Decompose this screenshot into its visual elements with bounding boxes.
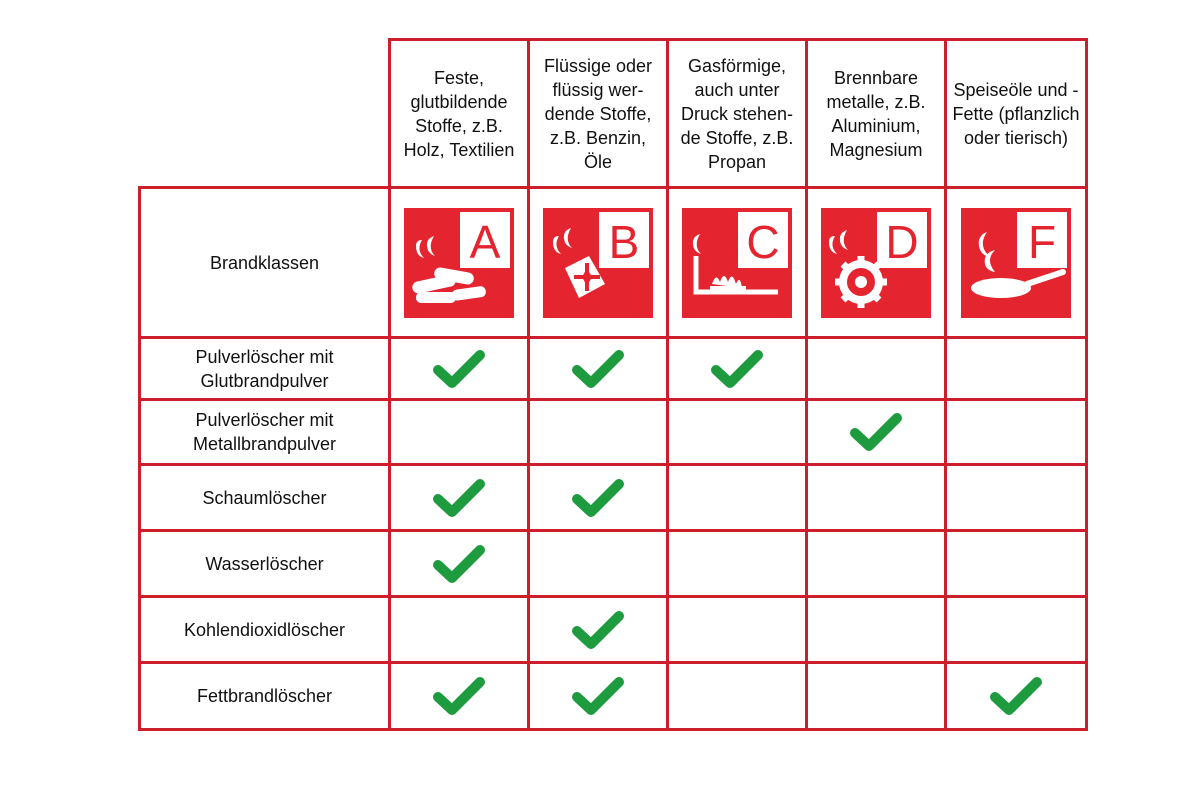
suitability-cell	[388, 336, 530, 401]
fire-class-c-sign	[682, 208, 792, 318]
suitability-cell	[527, 529, 669, 598]
column-header	[388, 38, 530, 189]
suitability-cell	[944, 463, 1088, 532]
suitability-cell	[666, 529, 808, 598]
suitability-cell	[944, 529, 1088, 598]
fire-class-a-sign	[404, 208, 514, 318]
fire-class-b-sign	[543, 208, 653, 318]
row-header-label: Schaumlöscher	[202, 487, 327, 508]
suitability-cell	[527, 398, 669, 466]
brandklassen-row-header	[138, 186, 391, 339]
checkmark-icon	[572, 675, 624, 717]
suitability-cell	[527, 661, 669, 731]
extinguisher-row-header	[138, 398, 391, 466]
extinguisher-row-header	[138, 661, 391, 731]
extinguisher-row-header	[138, 463, 391, 532]
suitability-cell	[805, 661, 947, 731]
suitability-cell	[666, 398, 808, 466]
suitability-cell	[666, 336, 808, 401]
class-letter: B	[608, 215, 640, 268]
row-header-label: Wasserlöscher	[205, 553, 324, 574]
column-header-label: Gasförmige, auch unter Druck stehen-de Stoffe, z.B. Propan	[680, 55, 794, 172]
suitability-cell	[944, 661, 1088, 731]
fire-class-sign-cell	[944, 186, 1088, 339]
row-header-label: Kohlendioxidlöscher	[183, 619, 346, 640]
suitability-cell	[527, 595, 669, 664]
class-letter: F	[1027, 215, 1057, 268]
fire-class-d-sign	[821, 208, 931, 318]
checkmark-icon	[433, 477, 485, 519]
class-letter: A	[469, 215, 501, 268]
suitability-cell	[388, 398, 530, 466]
column-header-label: Speiseöle und -Fette (pflanzlich oder tierisch)	[952, 79, 1080, 148]
checkmark-icon	[433, 675, 485, 717]
checkmark-icon	[572, 348, 624, 390]
checkmark-icon	[572, 609, 624, 651]
extinguisher-row-header	[138, 595, 391, 664]
extinguisher-row-header	[138, 336, 391, 401]
suitability-cell	[666, 463, 808, 532]
checkmark-icon	[572, 477, 624, 519]
extinguisher-row-header	[138, 529, 391, 598]
row-header-label: Brandklassen	[209, 252, 320, 273]
column-header-label: Brennbare metalle, z.B. Aluminium, Magnesium	[826, 67, 926, 160]
class-letter: D	[885, 215, 919, 268]
suitability-cell	[666, 661, 808, 731]
column-header	[944, 38, 1088, 189]
checkmark-icon	[711, 348, 763, 390]
row-header-label: Fettbrandlöscher	[196, 686, 333, 706]
suitability-cell	[388, 463, 530, 532]
row-header-label: Pulverlöscher mit Glutbrandpulver	[195, 346, 334, 391]
suitability-cell	[527, 336, 669, 401]
class-letter: C	[746, 215, 780, 268]
column-header	[527, 38, 669, 189]
fire-class-f-sign	[961, 208, 1071, 318]
checkmark-icon	[850, 411, 902, 453]
suitability-cell	[388, 661, 530, 731]
column-header	[666, 38, 808, 189]
fire-class-sign-cell	[666, 186, 808, 339]
suitability-cell	[388, 529, 530, 598]
suitability-cell	[666, 595, 808, 664]
suitability-cell	[805, 336, 947, 401]
suitability-cell	[388, 595, 530, 664]
row-header-label: Pulverlöscher mit Metallbrandpulver	[192, 410, 337, 454]
checkmark-icon	[433, 543, 485, 585]
fire-class-sign-cell	[388, 186, 530, 339]
checkmark-icon	[990, 675, 1042, 717]
suitability-cell	[944, 595, 1088, 664]
fire-class-sign-cell	[805, 186, 947, 339]
checkmark-icon	[433, 348, 485, 390]
suitability-cell	[944, 398, 1088, 466]
column-header-label: Flüssige oder flüssig wer-dende Stoffe, z.B. Benzin, Öle	[543, 55, 653, 172]
column-header-label: Feste, glutbildende Stoffe, z.B. Holz, Textilien	[403, 67, 515, 160]
fire-class-sign-cell	[527, 186, 669, 339]
suitability-cell	[944, 336, 1088, 401]
suitability-cell	[805, 398, 947, 466]
suitability-cell	[805, 529, 947, 598]
suitability-cell	[805, 463, 947, 532]
suitability-cell	[805, 595, 947, 664]
column-header	[805, 38, 947, 189]
suitability-cell	[527, 463, 669, 532]
